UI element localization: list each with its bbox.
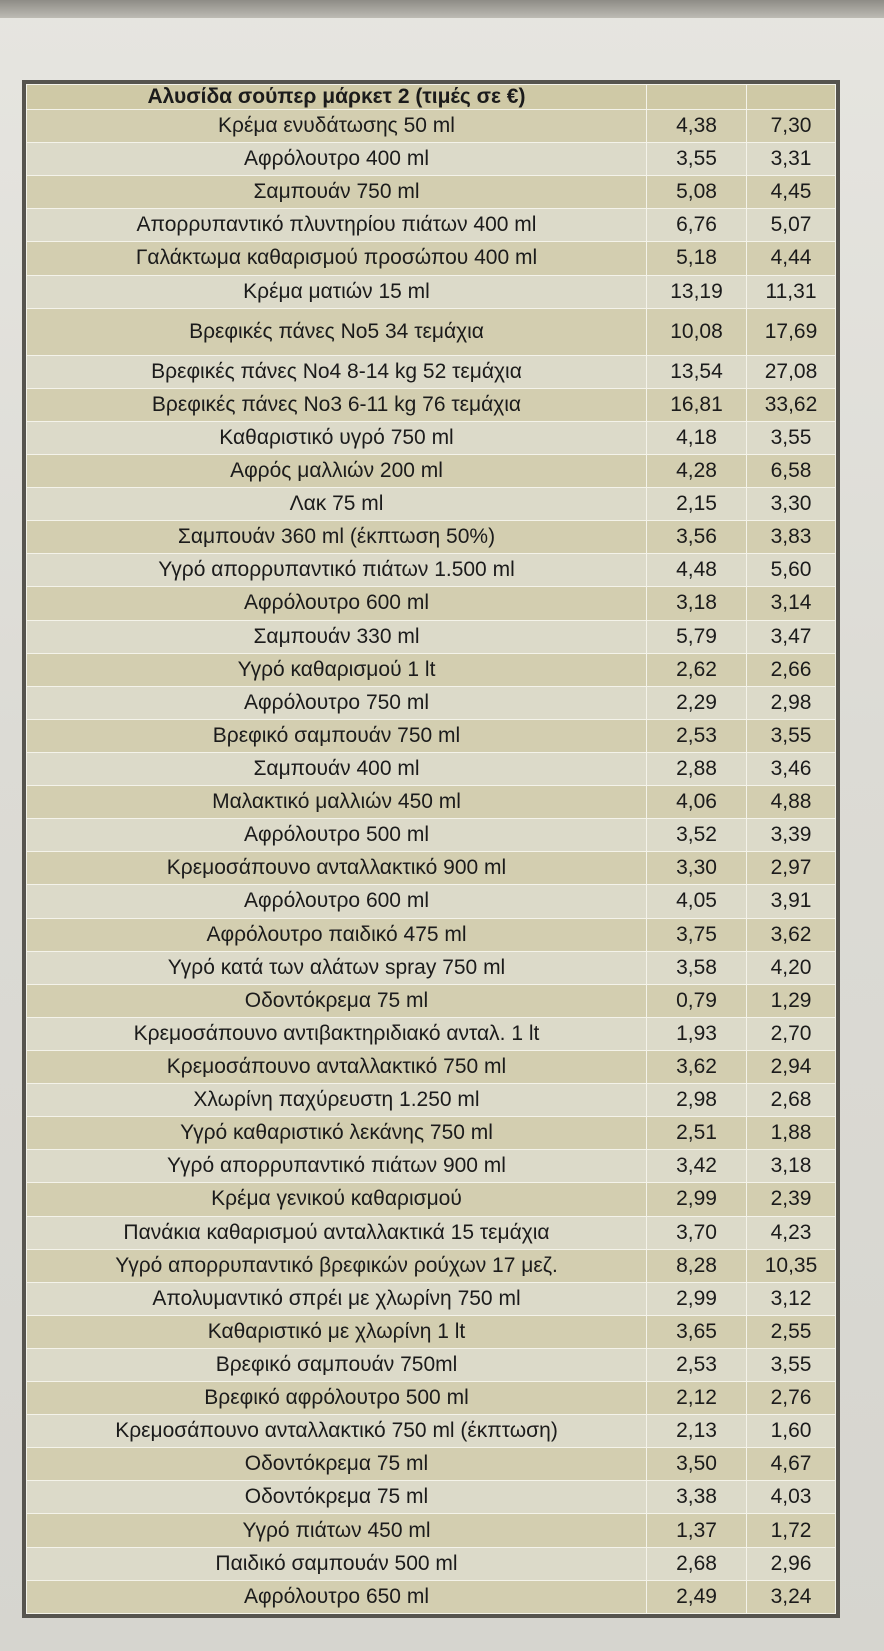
price-cell-2: 2,66 xyxy=(747,653,836,686)
product-name-cell: Υγρό κατά των αλάτων spray 750 ml xyxy=(27,951,647,984)
price-cell-1: 3,52 xyxy=(647,819,747,852)
table-row xyxy=(27,1415,836,1448)
table-row xyxy=(27,885,836,918)
product-name-cell: Αφρόλουτρο 600 ml xyxy=(27,587,647,620)
price-cell-1: 3,75 xyxy=(647,918,747,951)
price-cell-1: 13,19 xyxy=(647,275,747,308)
table-body xyxy=(27,110,836,1614)
price-cell-1: 2,49 xyxy=(647,1580,747,1613)
price-cell-2: 2,97 xyxy=(747,852,836,885)
price-cell-1: 10,08 xyxy=(647,308,747,355)
table-row xyxy=(27,1315,836,1348)
price-cell-2: 3,55 xyxy=(747,719,836,752)
table-row xyxy=(27,308,836,355)
product-name-cell: Κρεμοσάπουνο αντιβακτηριδιακό ανταλ. 1 lt xyxy=(27,1017,647,1050)
table-row xyxy=(27,454,836,487)
product-name-cell: Μαλακτικό μαλλιών 450 ml xyxy=(27,786,647,819)
product-name-cell: Υγρό απορρυπαντικό βρεφικών ρούχων 17 μεζ. xyxy=(27,1249,647,1282)
table-row xyxy=(27,1017,836,1050)
price-cell-1: 13,54 xyxy=(647,355,747,388)
product-name-cell: Γαλάκτωμα καθαρισμού προσώπου 400 ml xyxy=(27,242,647,275)
price-cell-1: 3,58 xyxy=(647,951,747,984)
price-cell-1: 3,18 xyxy=(647,587,747,620)
product-name-cell: Βρεφικό αφρόλουτρο 500 ml xyxy=(27,1382,647,1415)
product-name-cell: Υγρό απορρυπαντικό πιάτων 900 ml xyxy=(27,1150,647,1183)
table-row xyxy=(27,275,836,308)
table-row xyxy=(27,242,836,275)
table-row xyxy=(27,143,836,176)
price-cell-2: 3,47 xyxy=(747,620,836,653)
product-name-cell: Υγρό απορρυπαντικό πιάτων 1.500 ml xyxy=(27,554,647,587)
product-name-cell: Αφρόλουτρο παιδικό 475 ml xyxy=(27,918,647,951)
product-name-cell: Λακ 75 ml xyxy=(27,488,647,521)
price-cell-2: 3,31 xyxy=(747,143,836,176)
price-cell-1: 6,76 xyxy=(647,209,747,242)
table-row xyxy=(27,1150,836,1183)
product-name-cell: Οδοντόκρεμα 75 ml xyxy=(27,984,647,1017)
table-row xyxy=(27,719,836,752)
price-cell-1: 2,13 xyxy=(647,1415,747,1448)
price-cell-1: 8,28 xyxy=(647,1249,747,1282)
page-top-edge xyxy=(0,0,884,18)
product-name-cell: Βρεφικό σαμπουάν 750 ml xyxy=(27,719,647,752)
table-row xyxy=(27,984,836,1017)
table-row xyxy=(27,488,836,521)
product-name-cell: Αφρόλουτρο 750 ml xyxy=(27,686,647,719)
price-cell-1: 1,93 xyxy=(647,1017,747,1050)
product-name-cell: Βρεφικές πάνες Νο5 34 τεμάχια xyxy=(27,308,647,355)
product-name-cell: Αφρόλουτρο 650 ml xyxy=(27,1580,647,1613)
table-row xyxy=(27,951,836,984)
price-cell-2: 33,62 xyxy=(747,388,836,421)
product-name-cell: Αφρόλουτρο 600 ml xyxy=(27,885,647,918)
table-row xyxy=(27,1448,836,1481)
price-cell-1: 2,99 xyxy=(647,1282,747,1315)
price-cell-2: 4,67 xyxy=(747,1448,836,1481)
price-cell-1: 2,51 xyxy=(647,1117,747,1150)
price-cell-2: 5,60 xyxy=(747,554,836,587)
table-row xyxy=(27,786,836,819)
product-name-cell: Αφρόλουτρο 400 ml xyxy=(27,143,647,176)
price-cell-1: 3,30 xyxy=(647,852,747,885)
price-cell-1: 0,79 xyxy=(647,984,747,1017)
table-row xyxy=(27,620,836,653)
table-row xyxy=(27,1183,836,1216)
table-row xyxy=(27,1547,836,1580)
price-cell-2: 2,55 xyxy=(747,1315,836,1348)
price-cell-2: 1,60 xyxy=(747,1415,836,1448)
price-cell-2: 1,29 xyxy=(747,984,836,1017)
price-cell-2: 2,70 xyxy=(747,1017,836,1050)
table-row xyxy=(27,1084,836,1117)
product-name-cell: Οδοντόκρεμα 75 ml xyxy=(27,1448,647,1481)
product-name-cell: Χλωρίνη παχύρευστη 1.250 ml xyxy=(27,1084,647,1117)
table-row xyxy=(27,819,836,852)
price-cell-2: 3,46 xyxy=(747,752,836,785)
price-cell-1: 4,28 xyxy=(647,454,747,487)
price-cell-1: 16,81 xyxy=(647,388,747,421)
price-cell-2: 27,08 xyxy=(747,355,836,388)
price-cell-2: 1,88 xyxy=(747,1117,836,1150)
table-row xyxy=(27,1514,836,1547)
price-cell-2: 2,68 xyxy=(747,1084,836,1117)
price-cell-1: 4,18 xyxy=(647,421,747,454)
product-name-cell: Οδοντόκρεμα 75 ml xyxy=(27,1481,647,1514)
table-row xyxy=(27,209,836,242)
price-cell-2: 3,18 xyxy=(747,1150,836,1183)
price-cell-1: 4,38 xyxy=(647,110,747,143)
header-blank-cell xyxy=(747,85,836,110)
product-name-cell: Απολυμαντικό σπρέι με χλωρίνη 750 ml xyxy=(27,1282,647,1315)
price-cell-2: 3,24 xyxy=(747,1580,836,1613)
product-name-cell: Καθαριστικό με χλωρίνη 1 lt xyxy=(27,1315,647,1348)
table-row xyxy=(27,1348,836,1381)
price-cell-1: 3,56 xyxy=(647,521,747,554)
price-cell-2: 3,62 xyxy=(747,918,836,951)
product-name-cell: Αφρός μαλλιών 200 ml xyxy=(27,454,647,487)
price-cell-1: 3,70 xyxy=(647,1216,747,1249)
table-row xyxy=(27,587,836,620)
product-name-cell: Αφρόλουτρο 500 ml xyxy=(27,819,647,852)
price-cell-2: 3,12 xyxy=(747,1282,836,1315)
product-name-cell: Κρεμοσάπουνο ανταλλακτικό 900 ml xyxy=(27,852,647,885)
price-cell-1: 2,29 xyxy=(647,686,747,719)
price-cell-1: 3,50 xyxy=(647,1448,747,1481)
price-cell-1: 3,42 xyxy=(647,1150,747,1183)
price-cell-2: 3,55 xyxy=(747,1348,836,1381)
price-cell-2: 17,69 xyxy=(747,308,836,355)
price-cell-1: 2,12 xyxy=(647,1382,747,1415)
price-cell-1: 3,38 xyxy=(647,1481,747,1514)
price-cell-2: 3,30 xyxy=(747,488,836,521)
product-name-cell: Σαμπουάν 750 ml xyxy=(27,176,647,209)
product-name-cell: Βρεφικές πάνες Νο4 8-14 kg 52 τεμάχια xyxy=(27,355,647,388)
price-cell-2: 3,83 xyxy=(747,521,836,554)
product-name-cell: Κρέμα γενικού καθαρισμού xyxy=(27,1183,647,1216)
price-cell-2: 7,30 xyxy=(747,110,836,143)
table-row xyxy=(27,176,836,209)
price-cell-1: 2,53 xyxy=(647,719,747,752)
table-row xyxy=(27,355,836,388)
table-row xyxy=(27,388,836,421)
price-cell-1: 2,15 xyxy=(647,488,747,521)
product-name-cell: Σαμπουάν 360 ml (έκπτωση 50%) xyxy=(27,521,647,554)
table-header-row xyxy=(27,85,836,110)
price-cell-1: 4,48 xyxy=(647,554,747,587)
table-row xyxy=(27,852,836,885)
price-cell-1: 2,99 xyxy=(647,1183,747,1216)
table-row xyxy=(27,421,836,454)
product-name-cell: Παιδικό σαμπουάν 500 ml xyxy=(27,1547,647,1580)
price-cell-2: 5,07 xyxy=(747,209,836,242)
price-cell-2: 1,72 xyxy=(747,1514,836,1547)
price-cell-1: 5,08 xyxy=(647,176,747,209)
product-name-cell: Βρεφικές πάνες Νο3 6-11 kg 76 τεμάχια xyxy=(27,388,647,421)
price-cell-1: 2,98 xyxy=(647,1084,747,1117)
product-name-cell: Υγρό καθαριστικό λεκάνης 750 ml xyxy=(27,1117,647,1150)
price-comparison-table xyxy=(22,80,840,1618)
table-row xyxy=(27,1117,836,1150)
price-cell-2: 3,55 xyxy=(747,421,836,454)
price-cell-2: 3,39 xyxy=(747,819,836,852)
header-blank-cell xyxy=(647,85,747,110)
price-cell-1: 3,55 xyxy=(647,143,747,176)
table-row xyxy=(27,653,836,686)
price-cell-2: 3,14 xyxy=(747,587,836,620)
price-cell-2: 4,03 xyxy=(747,1481,836,1514)
price-cell-1: 2,62 xyxy=(647,653,747,686)
table-row xyxy=(27,1249,836,1282)
product-name-cell: Καθαριστικό υγρό 750 ml xyxy=(27,421,647,454)
price-cell-2: 10,35 xyxy=(747,1249,836,1282)
price-cell-1: 4,06 xyxy=(647,786,747,819)
price-cell-2: 4,88 xyxy=(747,786,836,819)
price-cell-2: 2,76 xyxy=(747,1382,836,1415)
product-name-cell: Κρεμοσάπουνο ανταλλακτικό 750 ml (έκπτωση) xyxy=(27,1415,647,1448)
product-name-cell: Υγρό καθαρισμού 1 lt xyxy=(27,653,647,686)
price-cell-1: 3,65 xyxy=(647,1315,747,1348)
price-cell-2: 3,91 xyxy=(747,885,836,918)
table-row xyxy=(27,1580,836,1613)
price-cell-1: 2,68 xyxy=(647,1547,747,1580)
price-cell-1: 2,53 xyxy=(647,1348,747,1381)
product-name-cell: Βρεφικό σαμπουάν 750ml xyxy=(27,1348,647,1381)
table-row xyxy=(27,1050,836,1083)
price-cell-2: 2,96 xyxy=(747,1547,836,1580)
price-cell-2: 6,58 xyxy=(747,454,836,487)
table-row xyxy=(27,1216,836,1249)
table-title: Αλυσίδα σούπερ μάρκετ 2 (τιμές σε €) xyxy=(27,85,647,110)
price-cell-2: 2,98 xyxy=(747,686,836,719)
table-row xyxy=(27,1382,836,1415)
table-row xyxy=(27,110,836,143)
product-name-cell: Σαμπουάν 330 ml xyxy=(27,620,647,653)
price-cell-2: 4,44 xyxy=(747,242,836,275)
price-cell-1: 2,88 xyxy=(647,752,747,785)
price-cell-2: 2,94 xyxy=(747,1050,836,1083)
price-cell-1: 1,37 xyxy=(647,1514,747,1547)
product-name-cell: Κρέμα ματιών 15 ml xyxy=(27,275,647,308)
table-row xyxy=(27,752,836,785)
table-row xyxy=(27,686,836,719)
product-name-cell: Κρέμα ενυδάτωσης 50 ml xyxy=(27,110,647,143)
table-row xyxy=(27,1282,836,1315)
table-row xyxy=(27,521,836,554)
table-row xyxy=(27,554,836,587)
price-cell-2: 2,39 xyxy=(747,1183,836,1216)
product-name-cell: Σαμπουάν 400 ml xyxy=(27,752,647,785)
price-cell-2: 4,20 xyxy=(747,951,836,984)
table-row xyxy=(27,918,836,951)
product-name-cell: Απορρυπαντικό πλυντηρίου πιάτων 400 ml xyxy=(27,209,647,242)
price-table xyxy=(26,84,836,1614)
table-row xyxy=(27,1481,836,1514)
price-cell-2: 4,45 xyxy=(747,176,836,209)
product-name-cell: Υγρό πιάτων 450 ml xyxy=(27,1514,647,1547)
price-cell-1: 5,18 xyxy=(647,242,747,275)
product-name-cell: Πανάκια καθαρισμού ανταλλακτικά 15 τεμάχια xyxy=(27,1216,647,1249)
price-cell-1: 4,05 xyxy=(647,885,747,918)
price-cell-1: 5,79 xyxy=(647,620,747,653)
price-cell-2: 11,31 xyxy=(747,275,836,308)
price-cell-1: 3,62 xyxy=(647,1050,747,1083)
product-name-cell: Κρεμοσάπουνο ανταλλακτικό 750 ml xyxy=(27,1050,647,1083)
price-cell-2: 4,23 xyxy=(747,1216,836,1249)
